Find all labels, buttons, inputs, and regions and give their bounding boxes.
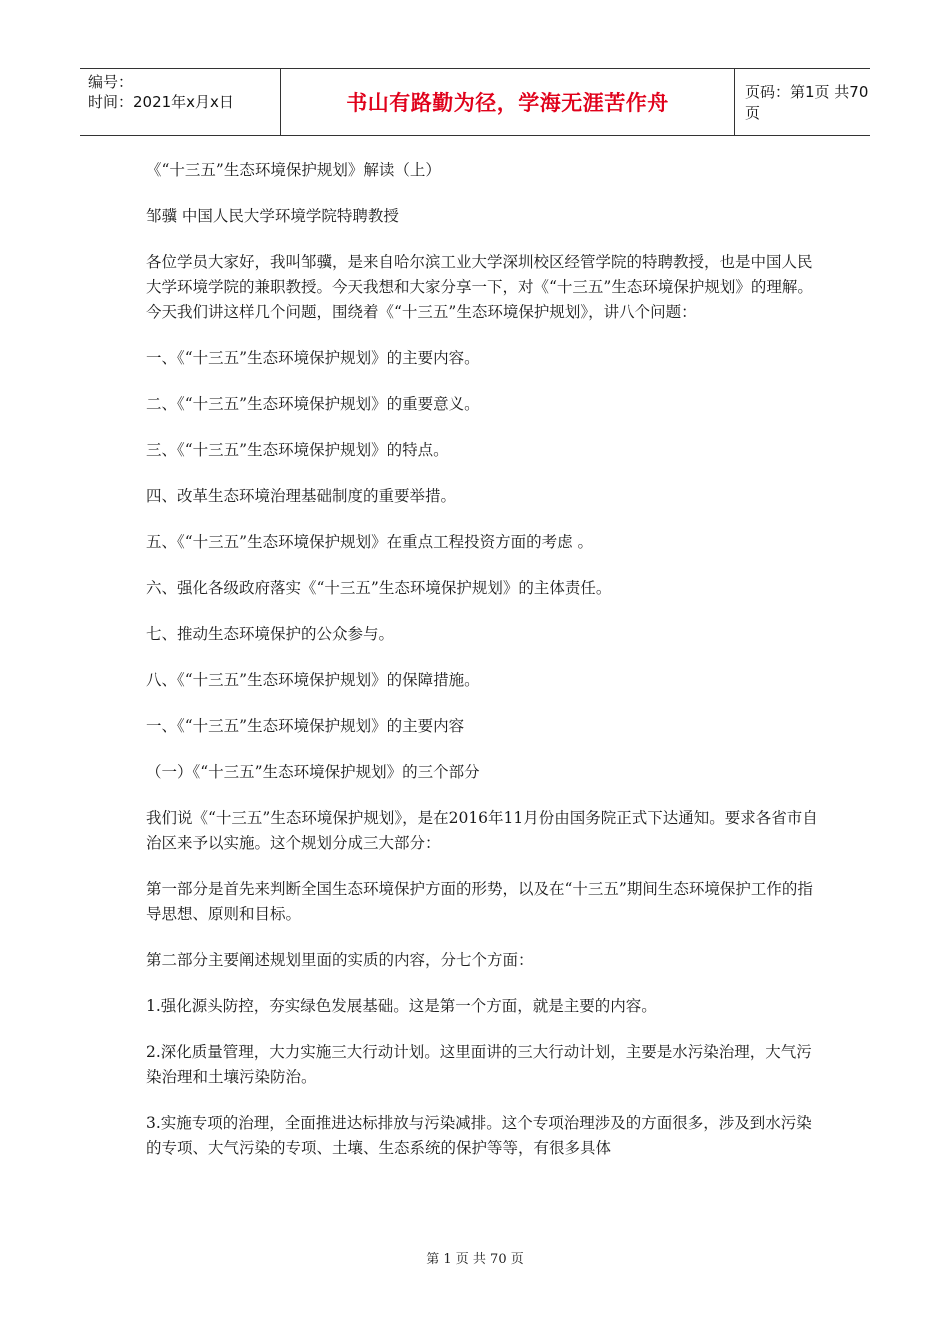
page-header	[80, 68, 870, 136]
footer-page-number: 第 1 页 共 70 页	[426, 1252, 524, 1267]
list-item: 八、《“十三五”生态环境保护规划》的保障措施。	[146, 671, 480, 689]
list-item: 五、《“十三五”生态环境保护规划》在重点工程投资方面的考虑 。	[146, 533, 594, 551]
paragraph: 第一部分是首先来判断全国生态环境保护方面的形势，以及在“十三五”期间生态环境保护工作的指导思想、原则和目标。	[146, 880, 813, 923]
header-page-info: 页码：第1页 共70页	[745, 83, 869, 122]
document-date: 时间：2021年x月x日	[88, 93, 234, 111]
author-line: 邹骥 中国人民大学环境学院特聘教授	[146, 207, 399, 225]
document-title: 《“十三五”生态环境保护规划》解读（上）	[146, 161, 441, 179]
list-item: 一、《“十三五”生态环境保护规划》的主要内容。	[146, 349, 480, 367]
page-footer	[0, 1248, 950, 1267]
paragraph: 我们说《“十三五”生态环境保护规划》，是在2016年11月份由国务院正式下达通知。要求各省市自治区来予以实施。这个规划分成三大部分：	[146, 809, 818, 852]
header-motto-cell	[280, 69, 735, 135]
numbered-item: 2.深化质量管理，大力实施三大行动计划。这里面讲的三大行动计划，主要是水污染治理，大气污染治理和土壤污染防治。	[146, 1043, 812, 1086]
paragraph: 第二部分主要阐述规划里面的实质的内容，分七个方面：	[146, 951, 534, 969]
list-item: 六、强化各级政府落实《“十三五”生态环境保护规划》的主体责任。	[146, 579, 612, 597]
document-body	[146, 158, 826, 1182]
header-page-info-cell	[735, 69, 870, 135]
header-meta	[80, 69, 280, 135]
section-heading: 一、《“十三五”生态环境保护规划》的主要内容	[146, 717, 465, 735]
list-item: 四、改革生态环境治理基础制度的重要举措。	[146, 487, 457, 505]
numbered-item: 1.强化源头防控，夯实绿色发展基础。这是第一个方面，就是主要的内容。	[146, 997, 657, 1015]
numbered-item: 3.实施专项的治理，全面推进达标排放与污染减排。这个专项治理涉及的方面很多，涉及到水污染的专项、大气污染的专项、土壤、生态系统的保护等等，有很多具体	[146, 1114, 812, 1157]
list-item: 二、《“十三五”生态环境保护规划》的重要意义。	[146, 395, 480, 413]
list-item: 三、《“十三五”生态环境保护规划》的特点。	[146, 441, 449, 459]
subsection-heading: （一）《“十三五”生态环境保护规划》的三个部分	[146, 763, 480, 781]
document-number-label: 编号：	[88, 73, 134, 91]
paragraph: 各位学员大家好，我叫邹骥，是来自哈尔滨工业大学深圳校区经管学院的特聘教授，也是中国人民大学环境学院的兼职教授。今天我想和大家分享一下，对《“十三五”生态环境保护规划》的理解。今天我们讲这样几个问题，围绕着《“十三五”生态环境保护规划》，讲八个问题：	[146, 253, 813, 321]
motto-text: 书山有路勤为径，学海无涯苦作舟	[346, 91, 669, 115]
list-item: 七、推动生态环境保护的公众参与。	[146, 625, 395, 643]
